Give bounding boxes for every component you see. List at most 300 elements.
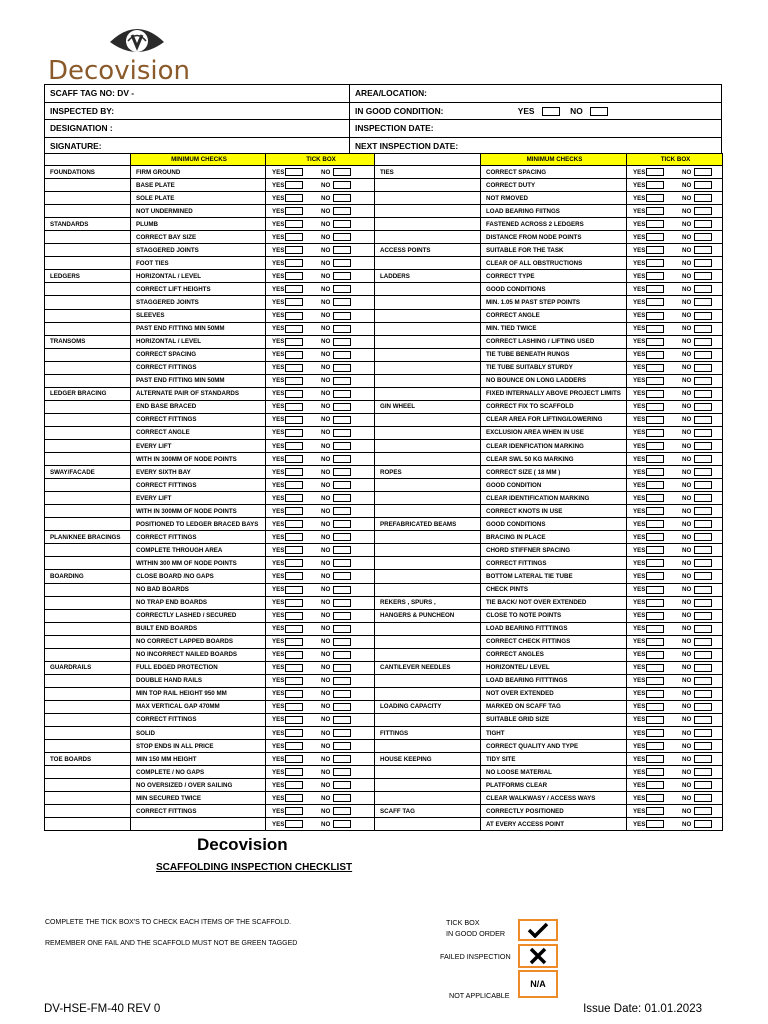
checklist-row: [45, 622, 723, 635]
area-location-field[interactable]: AREA/LOCATION:: [350, 85, 722, 103]
checklist-row: [45, 492, 723, 505]
no-checkbox-left[interactable]: [333, 520, 351, 528]
no-checkbox-left[interactable]: [333, 651, 351, 659]
no-checkbox-left[interactable]: [333, 690, 351, 698]
yes-checkbox-left[interactable]: [285, 429, 303, 437]
category-left: STANDARDS: [45, 218, 131, 231]
yes-checkbox-left[interactable]: [285, 507, 303, 515]
no-checkbox-left[interactable]: [333, 507, 351, 515]
no-checkbox-left[interactable]: [333, 664, 351, 672]
yes-checkbox-right[interactable]: [646, 403, 664, 411]
category-right: [375, 622, 481, 635]
yes-checkbox-right[interactable]: [646, 507, 664, 515]
yes-checkbox-left[interactable]: [285, 259, 303, 267]
yes-checkbox-left[interactable]: [285, 612, 303, 620]
no-checkbox-left[interactable]: [333, 351, 351, 359]
no-checkbox-left[interactable]: [333, 468, 351, 476]
no-checkbox-left[interactable]: [333, 194, 351, 202]
yes-checkbox-left[interactable]: [285, 533, 303, 541]
yes-checkbox-right[interactable]: [646, 755, 664, 763]
no-checkbox-right[interactable]: [694, 259, 712, 267]
no-checkbox-right[interactable]: [694, 351, 712, 359]
category-right: HANGERS & PUNCHEON: [375, 609, 481, 622]
yes-checkbox-left[interactable]: [285, 481, 303, 489]
yes-checkbox-right[interactable]: [646, 664, 664, 672]
no-checkbox-left[interactable]: [333, 586, 351, 594]
yes-checkbox-right[interactable]: [646, 677, 664, 685]
checklist-row: [45, 283, 723, 296]
yes-checkbox-left[interactable]: [285, 546, 303, 554]
no-checkbox-left[interactable]: [333, 794, 351, 802]
tick-cell-left: [266, 518, 375, 531]
yes-label: YES: [633, 599, 646, 607]
yes-checkbox-left[interactable]: [285, 207, 303, 215]
check-item-left: BASE PLATE: [131, 179, 266, 192]
yes-checkbox-left[interactable]: [285, 285, 303, 293]
no-checkbox-right[interactable]: [694, 572, 712, 580]
yes-checkbox-right[interactable]: [646, 559, 664, 567]
no-checkbox-right[interactable]: [694, 781, 712, 789]
no-checkbox-right[interactable]: [694, 807, 712, 815]
yes-checkbox-right[interactable]: [646, 285, 664, 293]
no-checkbox-left[interactable]: [333, 325, 351, 333]
category-right: [375, 309, 481, 322]
no-checkbox-left[interactable]: [333, 612, 351, 620]
no-checkbox-left[interactable]: [333, 181, 351, 189]
checklist-row: [45, 309, 723, 322]
yes-checkbox-left[interactable]: [285, 325, 303, 333]
check-item-right: TIE TUBE BENEATH RUNGS: [481, 348, 627, 361]
category-left: [45, 322, 131, 335]
check-item-right: AT EVERY ACCESS POINT: [481, 818, 627, 831]
no-checkbox-left[interactable]: [333, 677, 351, 685]
yes-checkbox-left[interactable]: [285, 768, 303, 776]
yes-label: YES: [272, 325, 285, 333]
yes-checkbox-left[interactable]: [285, 364, 303, 372]
yes-checkbox-right[interactable]: [646, 651, 664, 659]
no-checkbox-right[interactable]: [694, 612, 712, 620]
yes-checkbox-left[interactable]: [285, 559, 303, 567]
no-label: NO: [321, 298, 331, 306]
yes-checkbox-left[interactable]: [285, 298, 303, 306]
no-checkbox-left[interactable]: [333, 807, 351, 815]
yes-checkbox-right[interactable]: [646, 351, 664, 359]
yes-checkbox-left[interactable]: [285, 820, 303, 828]
no-label: NO: [682, 638, 692, 646]
no-checkbox-left[interactable]: [333, 364, 351, 372]
no-checkbox-left[interactable]: [333, 298, 351, 306]
yes-checkbox-right[interactable]: [646, 455, 664, 463]
tick-cell-left: [266, 309, 375, 322]
no-checkbox-right[interactable]: [694, 651, 712, 659]
no-label: NO: [321, 612, 331, 620]
no-checkbox-left[interactable]: [333, 716, 351, 724]
no-checkbox-right[interactable]: [694, 494, 712, 502]
no-checkbox-left[interactable]: [333, 559, 351, 567]
yes-checkbox-right[interactable]: [646, 338, 664, 346]
no-checkbox-left[interactable]: [333, 429, 351, 437]
yes-checkbox-left[interactable]: [285, 703, 303, 711]
yes-label: YES: [272, 338, 285, 346]
no-label: NO: [682, 338, 692, 346]
yes-checkbox-left[interactable]: [285, 338, 303, 346]
category-right: [375, 505, 481, 518]
no-checkbox-left[interactable]: [333, 285, 351, 293]
check-item-right: CHECK PINTS: [481, 583, 627, 596]
no-checkbox-left[interactable]: [333, 625, 351, 633]
category-right: [375, 205, 481, 218]
check-item-right: FIXED INTERNALLY ABOVE PROJECT LIMITS: [481, 387, 627, 400]
no-checkbox-left[interactable]: [333, 768, 351, 776]
no-checkbox-left[interactable]: [333, 494, 351, 502]
designation-field[interactable]: DESIGNATION :: [45, 120, 350, 138]
yes-checkbox-left[interactable]: [285, 351, 303, 359]
no-label: NO: [321, 559, 331, 567]
no-checkbox-right[interactable]: [694, 794, 712, 802]
yes-checkbox-right[interactable]: [646, 690, 664, 698]
no-checkbox-right[interactable]: [694, 729, 712, 737]
no-checkbox-left[interactable]: [333, 220, 351, 228]
yes-checkbox-left[interactable]: [285, 664, 303, 672]
check-item-right: MARKED ON SCAFF TAG: [481, 700, 627, 713]
no-checkbox-right[interactable]: [694, 364, 712, 372]
no-checkbox-right[interactable]: [694, 638, 712, 646]
yes-checkbox-right[interactable]: [646, 390, 664, 398]
yes-checkbox-right[interactable]: [646, 742, 664, 750]
yes-checkbox-left[interactable]: [285, 638, 303, 646]
no-checkbox-right[interactable]: [694, 390, 712, 398]
yes-checkbox-right[interactable]: [646, 168, 664, 176]
yes-checkbox-left[interactable]: [285, 468, 303, 476]
category-right: [375, 361, 481, 374]
tick-cell-left: [266, 348, 375, 361]
yes-label: YES: [272, 442, 285, 450]
no-label: NO: [321, 455, 331, 463]
no-checkbox-right[interactable]: [694, 690, 712, 698]
check-item-left: NO BAD BOARDS: [131, 583, 266, 596]
yes-checkbox-right[interactable]: [646, 220, 664, 228]
yes-checkbox-right[interactable]: [646, 820, 664, 828]
no-checkbox-right[interactable]: [694, 820, 712, 828]
inspection-date-field[interactable]: INSPECTION DATE:: [350, 120, 722, 138]
no-checkbox-right[interactable]: [694, 546, 712, 554]
tick-cell-left: [266, 700, 375, 713]
no-checkbox-right[interactable]: [694, 599, 712, 607]
yes-checkbox-right[interactable]: [646, 729, 664, 737]
no-checkbox-left[interactable]: [333, 703, 351, 711]
yes-checkbox-right[interactable]: [646, 259, 664, 267]
yes-label: YES: [633, 677, 646, 685]
no-checkbox-right[interactable]: [694, 742, 712, 750]
no-checkbox-left[interactable]: [333, 259, 351, 267]
yes-checkbox-left[interactable]: [285, 520, 303, 528]
yes-checkbox-right[interactable]: [646, 442, 664, 450]
yes-checkbox-left[interactable]: [285, 586, 303, 594]
yes-checkbox-right[interactable]: [646, 781, 664, 789]
no-checkbox-right[interactable]: [694, 233, 712, 241]
tick-cell-left: [266, 400, 375, 413]
category-left: [45, 518, 131, 531]
no-checkbox-left[interactable]: [333, 403, 351, 411]
no-checkbox-left[interactable]: [333, 638, 351, 646]
yes-checkbox-right[interactable]: [646, 768, 664, 776]
yes-checkbox-left[interactable]: [285, 403, 303, 411]
yes-label: YES: [272, 272, 285, 280]
no-checkbox-left[interactable]: [333, 755, 351, 763]
yes-label: YES: [633, 794, 646, 802]
yes-checkbox-left[interactable]: [285, 599, 303, 607]
checklist-row: [45, 805, 723, 818]
no-checkbox-left[interactable]: [333, 781, 351, 789]
no-label: NO: [321, 338, 331, 346]
no-checkbox-right[interactable]: [694, 298, 712, 306]
no-checkbox-left[interactable]: [333, 533, 351, 541]
no-checkbox-right[interactable]: [694, 442, 712, 450]
yes-checkbox-right[interactable]: [646, 586, 664, 594]
yes-label: YES: [272, 220, 285, 228]
yes-checkbox-left[interactable]: [285, 729, 303, 737]
signature-field[interactable]: SIGNATURE:: [45, 137, 350, 155]
no-checkbox-right[interactable]: [694, 207, 712, 215]
no-label: NO: [682, 768, 692, 776]
no-checkbox-left[interactable]: [333, 599, 351, 607]
no-label: NO: [321, 729, 331, 737]
yes-checkbox-right[interactable]: [646, 572, 664, 580]
category-left: [45, 596, 131, 609]
no-checkbox-left[interactable]: [333, 377, 351, 385]
yes-checkbox-left[interactable]: [285, 455, 303, 463]
checklist-row: [45, 205, 723, 218]
no-checkbox-right[interactable]: [694, 625, 712, 633]
category-left: [45, 740, 131, 753]
no-label: NO: [682, 325, 692, 333]
yes-checkbox-right[interactable]: [646, 703, 664, 711]
no-checkbox-left[interactable]: [333, 312, 351, 320]
yes-checkbox-right[interactable]: [646, 272, 664, 280]
category-right: [375, 635, 481, 648]
tick-cell-left: [266, 531, 375, 544]
category-left: [45, 713, 131, 726]
no-checkbox-left[interactable]: [333, 338, 351, 346]
no-checkbox-right[interactable]: [694, 468, 712, 476]
checklist-row: [45, 570, 723, 583]
yes-checkbox-left[interactable]: [285, 168, 303, 176]
yes-checkbox-left[interactable]: [285, 272, 303, 280]
yes-checkbox-right[interactable]: [646, 625, 664, 633]
no-checkbox-right[interactable]: [694, 716, 712, 724]
yes-checkbox-left[interactable]: [285, 233, 303, 241]
check-item-right: CLEAR OF ALL OBSTRUCTIONS: [481, 257, 627, 270]
yes-checkbox-left[interactable]: [285, 651, 303, 659]
no-checkbox-right[interactable]: [694, 664, 712, 672]
no-checkbox-right[interactable]: [694, 559, 712, 567]
yes-checkbox-right[interactable]: [646, 546, 664, 554]
no-checkbox-left[interactable]: [333, 481, 351, 489]
yes-checkbox-right[interactable]: [646, 520, 664, 528]
yes-checkbox-right[interactable]: [646, 638, 664, 646]
scaff-tag-field[interactable]: SCAFF TAG NO: DV -: [45, 85, 350, 103]
yes-checkbox-right[interactable]: [646, 325, 664, 333]
yes-label: YES: [272, 533, 285, 541]
yes-checkbox-right[interactable]: [646, 233, 664, 241]
no-checkbox-left[interactable]: [333, 390, 351, 398]
no-label: NO: [682, 351, 692, 359]
tick-cell-right: [627, 479, 723, 492]
checklist-subheader-row: [45, 154, 723, 166]
yes-checkbox-left[interactable]: [285, 781, 303, 789]
no-checkbox-right[interactable]: [694, 416, 712, 424]
yes-checkbox-right[interactable]: [646, 181, 664, 189]
yes-checkbox-left[interactable]: [285, 377, 303, 385]
no-checkbox-right[interactable]: [694, 677, 712, 685]
yes-checkbox-right[interactable]: [646, 794, 664, 802]
yes-checkbox-left[interactable]: [285, 677, 303, 685]
tick-cell-right: [627, 218, 723, 231]
no-checkbox-right[interactable]: [694, 181, 712, 189]
tick-cell-left: [266, 622, 375, 635]
category-right: [375, 531, 481, 544]
no-checkbox-left[interactable]: [333, 233, 351, 241]
no-checkbox-left[interactable]: [333, 742, 351, 750]
yes-label: YES: [272, 481, 285, 489]
yes-checkbox-right[interactable]: [646, 416, 664, 424]
tick-cell-right: [627, 413, 723, 426]
good-condition-yes-checkbox[interactable]: [542, 107, 560, 116]
no-checkbox-right[interactable]: [694, 272, 712, 280]
yes-checkbox-left[interactable]: [285, 625, 303, 633]
no-checkbox-right[interactable]: [694, 481, 712, 489]
legend-tick-label-1: TICK BOX: [446, 918, 480, 927]
yes-checkbox-left[interactable]: [285, 716, 303, 724]
yes-checkbox-right[interactable]: [646, 207, 664, 215]
inspected-by-field[interactable]: INSPECTED BY:: [45, 102, 350, 120]
no-checkbox-right[interactable]: [694, 455, 712, 463]
tick-cell-right: [627, 400, 723, 413]
yes-label: YES: [272, 507, 285, 515]
category-right: CANTILEVER NEEDLES: [375, 661, 481, 674]
no-checkbox-right[interactable]: [694, 312, 712, 320]
no-checkbox-right[interactable]: [694, 325, 712, 333]
no-checkbox-left[interactable]: [333, 416, 351, 424]
no-checkbox-right[interactable]: [694, 520, 712, 528]
no-checkbox-left[interactable]: [333, 442, 351, 450]
no-checkbox-right[interactable]: [694, 403, 712, 411]
next-inspection-date-field[interactable]: NEXT INSPECTION DATE:: [350, 137, 722, 155]
yes-checkbox-right[interactable]: [646, 312, 664, 320]
no-checkbox-left[interactable]: [333, 455, 351, 463]
yes-checkbox-right[interactable]: [646, 364, 664, 372]
no-checkbox-left[interactable]: [333, 272, 351, 280]
yes-checkbox-right[interactable]: [646, 194, 664, 202]
yes-checkbox-left[interactable]: [285, 194, 303, 202]
category-header-blank-left: [45, 154, 131, 166]
check-item-right: CORRECTLY POSITIONED: [481, 805, 627, 818]
yes-checkbox-right[interactable]: [646, 481, 664, 489]
check-item-right: GOOD CONDITIONS: [481, 518, 627, 531]
yes-checkbox-left[interactable]: [285, 755, 303, 763]
yes-checkbox-left[interactable]: [285, 690, 303, 698]
no-checkbox-left[interactable]: [333, 246, 351, 254]
no-checkbox-left[interactable]: [333, 168, 351, 176]
no-checkbox-right[interactable]: [694, 533, 712, 541]
no-checkbox-right[interactable]: [694, 755, 712, 763]
yes-checkbox-left[interactable]: [285, 416, 303, 424]
no-checkbox-right[interactable]: [694, 246, 712, 254]
no-checkbox-right[interactable]: [694, 429, 712, 437]
no-label: NO: [321, 181, 331, 189]
legend-failed-label: FAILED INSPECTION: [440, 952, 511, 961]
no-checkbox-left[interactable]: [333, 729, 351, 737]
yes-checkbox-left[interactable]: [285, 442, 303, 450]
no-checkbox-right[interactable]: [694, 194, 712, 202]
category-left: [45, 205, 131, 218]
check-item-right: MIN. 1.05 M PAST STEP POINTS: [481, 296, 627, 309]
yes-checkbox-right[interactable]: [646, 377, 664, 385]
yes-checkbox-left[interactable]: [285, 494, 303, 502]
yes-checkbox-right[interactable]: [646, 533, 664, 541]
yes-checkbox-right[interactable]: [646, 429, 664, 437]
no-checkbox-right[interactable]: [694, 285, 712, 293]
yes-checkbox-right[interactable]: [646, 612, 664, 620]
checklist-row: [45, 583, 723, 596]
no-checkbox-left[interactable]: [333, 820, 351, 828]
no-checkbox-right[interactable]: [694, 220, 712, 228]
yes-checkbox-right[interactable]: [646, 468, 664, 476]
yes-checkbox-right[interactable]: [646, 298, 664, 306]
yes-label: YES: [272, 390, 285, 398]
yes-checkbox-left[interactable]: [285, 794, 303, 802]
no-checkbox-right[interactable]: [694, 507, 712, 515]
yes-checkbox-left[interactable]: [285, 390, 303, 398]
no-checkbox-right[interactable]: [694, 338, 712, 346]
category-right: [375, 348, 481, 361]
yes-checkbox-left[interactable]: [285, 181, 303, 189]
check-item-left: PLUMB: [131, 218, 266, 231]
no-checkbox-right[interactable]: [694, 377, 712, 385]
no-checkbox-right[interactable]: [694, 703, 712, 711]
yes-label: YES: [633, 572, 646, 580]
check-item-right: TIGHT: [481, 727, 627, 740]
form-number: DV-HSE-FM-40 REV 0: [44, 1003, 161, 1015]
no-checkbox-left[interactable]: [333, 572, 351, 580]
category-right: REKERS , SPURS ,: [375, 596, 481, 609]
yes-checkbox-left[interactable]: [285, 572, 303, 580]
yes-checkbox-left[interactable]: [285, 742, 303, 750]
no-checkbox-right[interactable]: [694, 768, 712, 776]
no-checkbox-right[interactable]: [694, 168, 712, 176]
yes-checkbox-right[interactable]: [646, 599, 664, 607]
no-checkbox-left[interactable]: [333, 546, 351, 554]
yes-checkbox-left[interactable]: [285, 246, 303, 254]
yes-checkbox-right[interactable]: [646, 807, 664, 815]
no-checkbox-left[interactable]: [333, 207, 351, 215]
yes-checkbox-left[interactable]: [285, 312, 303, 320]
yes-checkbox-left[interactable]: [285, 220, 303, 228]
tick-cell-right: [627, 531, 723, 544]
good-condition-no-checkbox[interactable]: [590, 107, 608, 116]
yes-checkbox-right[interactable]: [646, 716, 664, 724]
yes-checkbox-right[interactable]: [646, 246, 664, 254]
tick-cell-right: [627, 713, 723, 726]
category-right: ACCESS POINTS: [375, 244, 481, 257]
no-label: NO: [321, 285, 331, 293]
yes-checkbox-left[interactable]: [285, 807, 303, 815]
yes-checkbox-right[interactable]: [646, 494, 664, 502]
checklist-row: [45, 753, 723, 766]
header-info-table: [44, 84, 722, 155]
no-checkbox-right[interactable]: [694, 586, 712, 594]
checklist-row: [45, 466, 723, 479]
